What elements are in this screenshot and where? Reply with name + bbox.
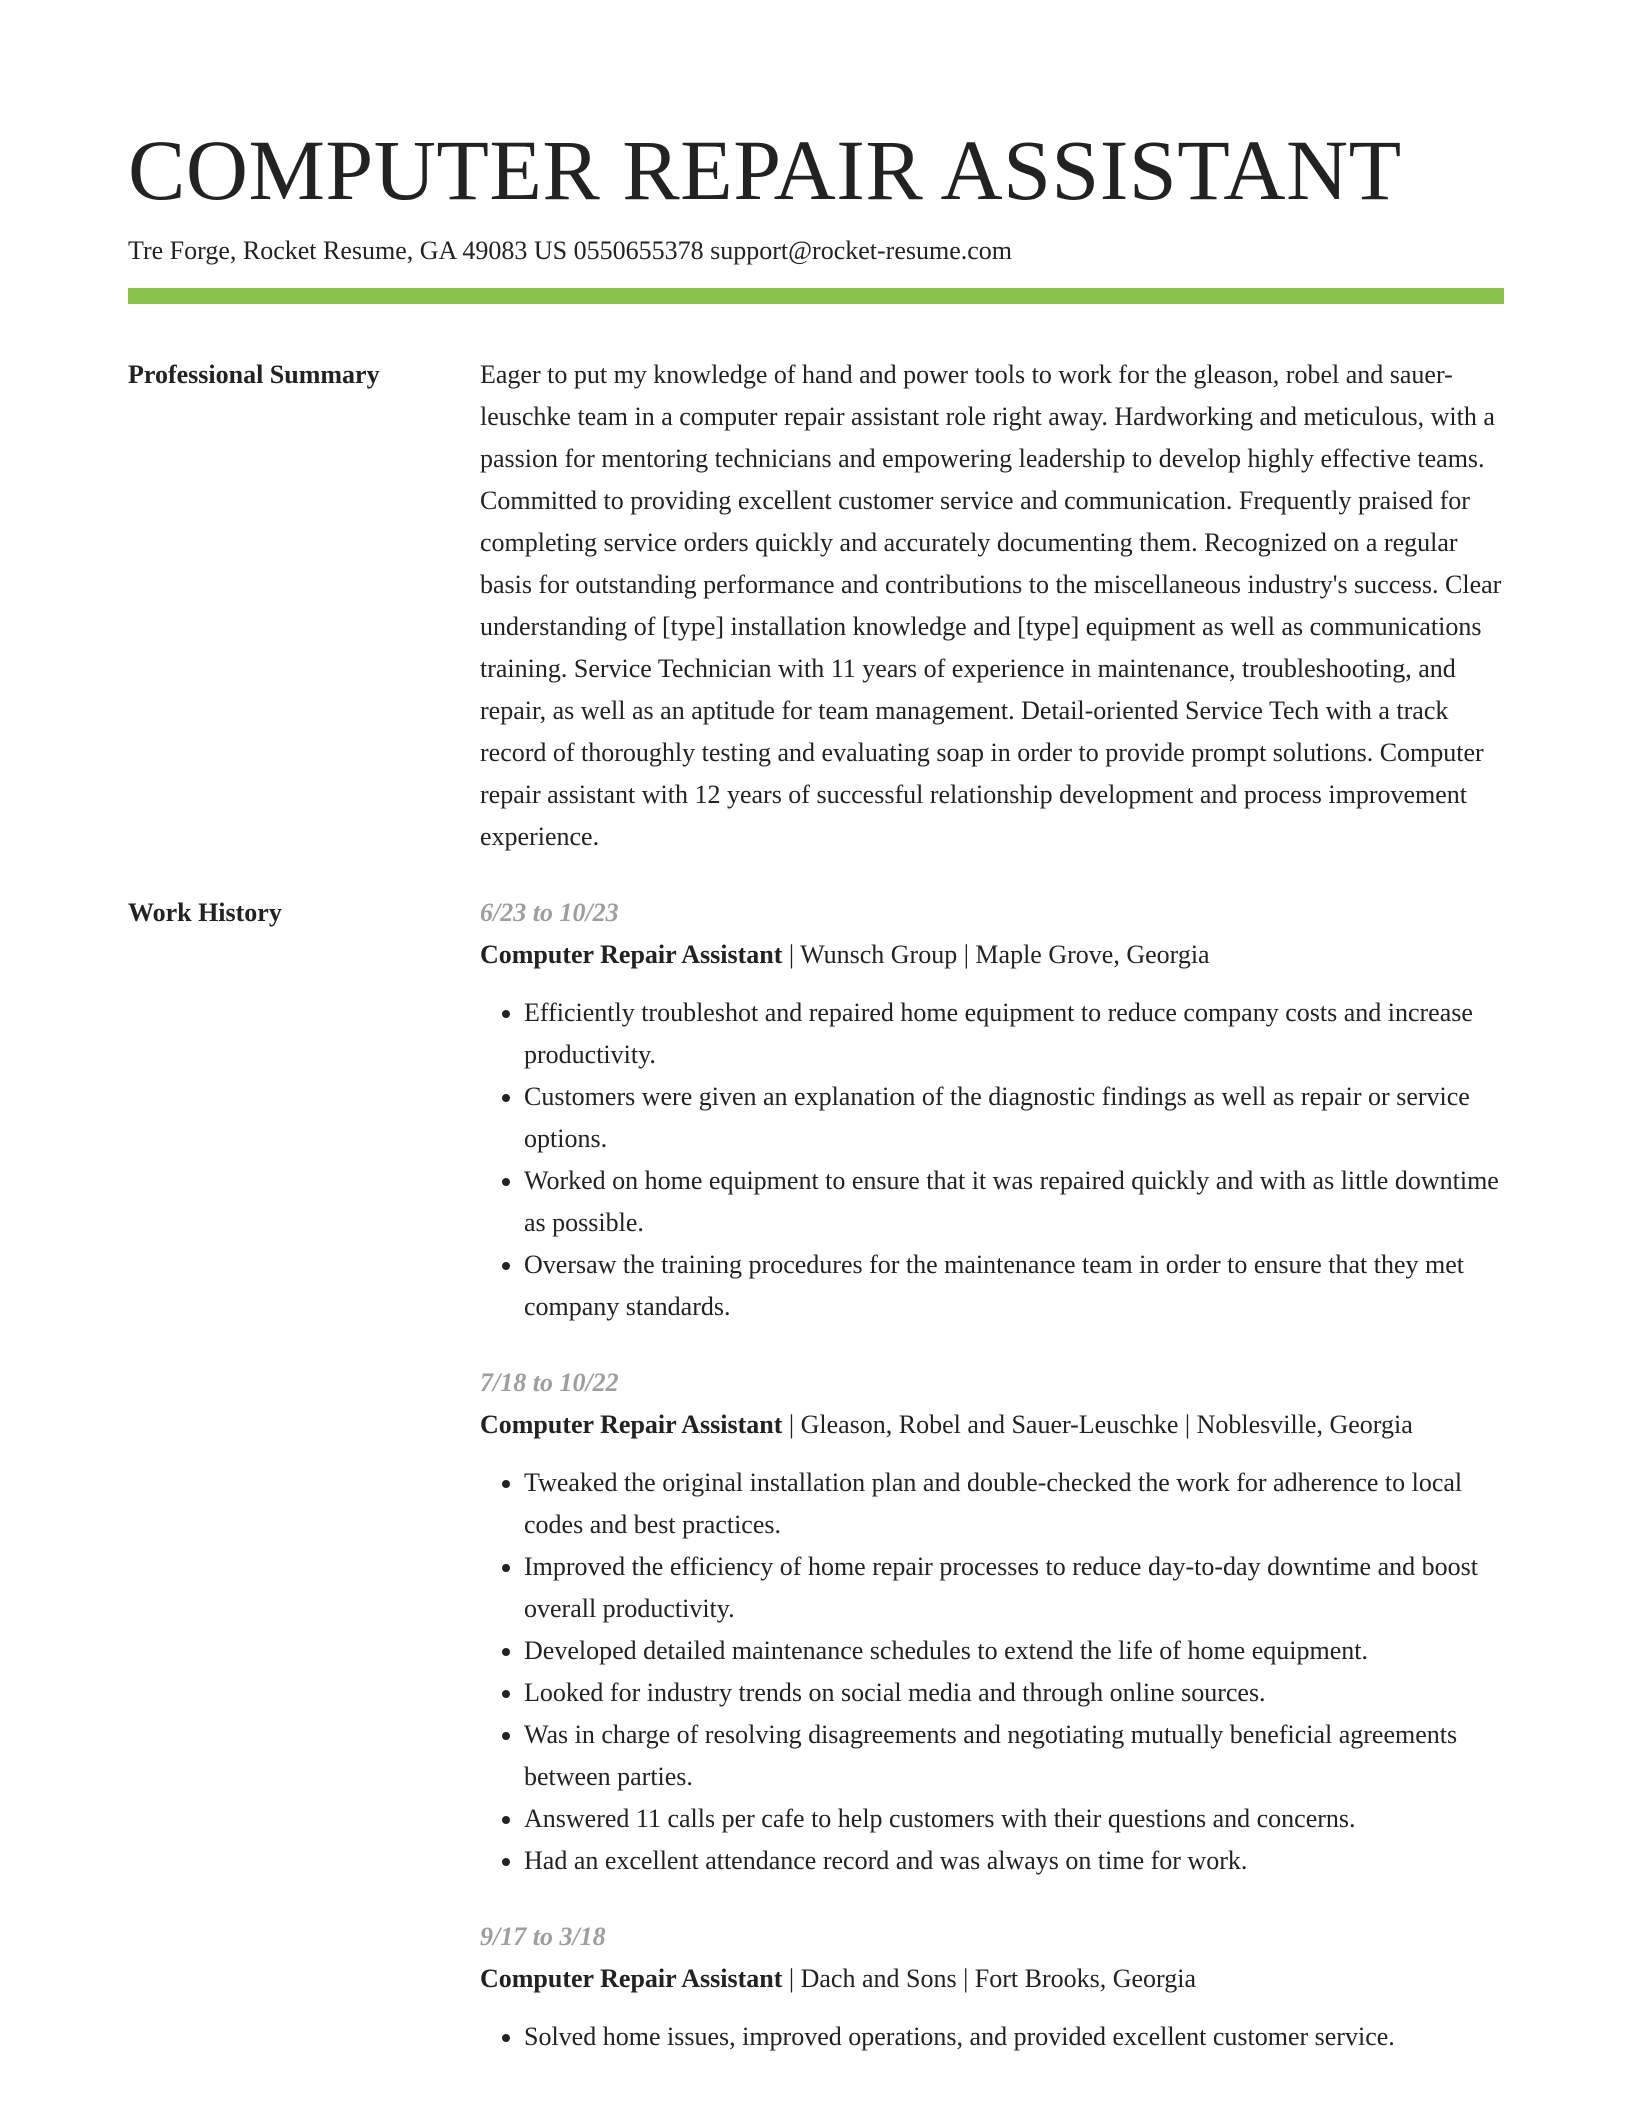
job-heading	[480, 1404, 1504, 1446]
contact-line: Tre Forge, Rocket Resume, GA 49083 US 0550655378 support@rocket-resume.com	[128, 236, 1013, 265]
job-bullet: • Was in charge of resolving disagreements and negotiating mutually beneficial agreements between parties.	[524, 1714, 1504, 1798]
job-employer-location: | Wunsch Group | Maple Grove, Georgia	[782, 940, 1210, 969]
job-entry	[480, 1362, 1504, 1882]
job-dates: 6/23 to 10/23	[480, 898, 619, 927]
job-bullet: • Worked on home equipment to ensure that it was repaired quickly and with as little downtime as possible.	[524, 1160, 1504, 1244]
job-bullet: • Developed detailed maintenance schedules to extend the life of home equipment.	[524, 1630, 1504, 1672]
job-title: Computer Repair Assistant	[480, 1964, 783, 1993]
job-bullet: • Tweaked the original installation plan and double-checked the work for adherence to local codes and best practices.	[524, 1462, 1504, 1546]
job-bullet: • Improved the efficiency of home repair processes to reduce day-to-day downtime and boost overall productivity.	[524, 1546, 1504, 1630]
professional-summary-section	[128, 354, 1504, 858]
job-bullet: • Looked for industry trends on social media and through online sources.	[524, 1672, 1504, 1714]
job-heading	[480, 1958, 1504, 2000]
job-title: Computer Repair Assistant	[480, 940, 783, 969]
work-history-section	[128, 892, 1504, 2092]
summary-body	[480, 354, 1504, 858]
job-bullets	[480, 1462, 1504, 1882]
resume-title: COMPUTER REPAIR ASSISTANT	[128, 122, 1402, 218]
work-history-body	[480, 892, 1504, 2092]
job-bullet: • Efficiently troubleshot and repaired home equipment to reduce company costs and increase productivity.	[524, 992, 1504, 1076]
accent-divider	[128, 288, 1504, 304]
job-bullets	[480, 992, 1504, 1328]
job-entry	[480, 1916, 1504, 2058]
job-bullet: • Oversaw the training procedures for the maintenance team in order to ensure that they met company standards.	[524, 1244, 1504, 1328]
section-label-work-history: Work History	[128, 898, 282, 927]
summary-text: Eager to put my knowledge of hand and power tools to work for the gleason, robel and sauer-leuschke team in a computer repair assistant role right away. Hardworking and meticulous, with a passion for mentoring technicians and empowering leadership to develop highly effective teams. Committed to providing excellent customer service and communication. Frequently praised for completing service orders quickly and accurately documenting them. Recognized on a regular basis for outstanding performance and contributions to the miscellaneous industry's success. Clear understanding of [type] installation knowledge and [type] equipment as well as communications training. Service Technician with 11 years of experience in maintenance, troubleshooting, and repair, as well as an aptitude for team management. Detail-oriented Service Tech with a track record of thoroughly testing and evaluating soap in order to provide prompt solutions. Computer repair assistant with 12 years of successful relationship development and process improvement experience.	[480, 360, 1502, 851]
job-bullet: • Customers were given an explanation of the diagnostic findings as well as repair or service options.	[524, 1076, 1504, 1160]
job-bullet: • Had an excellent attendance record and was always on time for work.	[524, 1840, 1504, 1882]
job-bullet: • Answered 11 calls per cafe to help customers with their questions and concerns.	[524, 1798, 1504, 1840]
job-dates: 9/17 to 3/18	[480, 1922, 606, 1951]
job-bullets	[480, 2016, 1504, 2058]
job-entry	[480, 892, 1504, 1328]
job-employer-location: | Gleason, Robel and Sauer-Leuschke | Noblesville, Georgia	[782, 1410, 1413, 1439]
job-title: Computer Repair Assistant	[480, 1410, 783, 1439]
section-label-summary: Professional Summary	[128, 360, 380, 389]
job-employer-location: | Dach and Sons | Fort Brooks, Georgia	[782, 1964, 1197, 1993]
job-dates: 7/18 to 10/22	[480, 1368, 619, 1397]
job-heading	[480, 934, 1504, 976]
job-bullet: • Solved home issues, improved operations, and provided excellent customer service.	[524, 2016, 1504, 2058]
resume-page	[128, 118, 1504, 2092]
